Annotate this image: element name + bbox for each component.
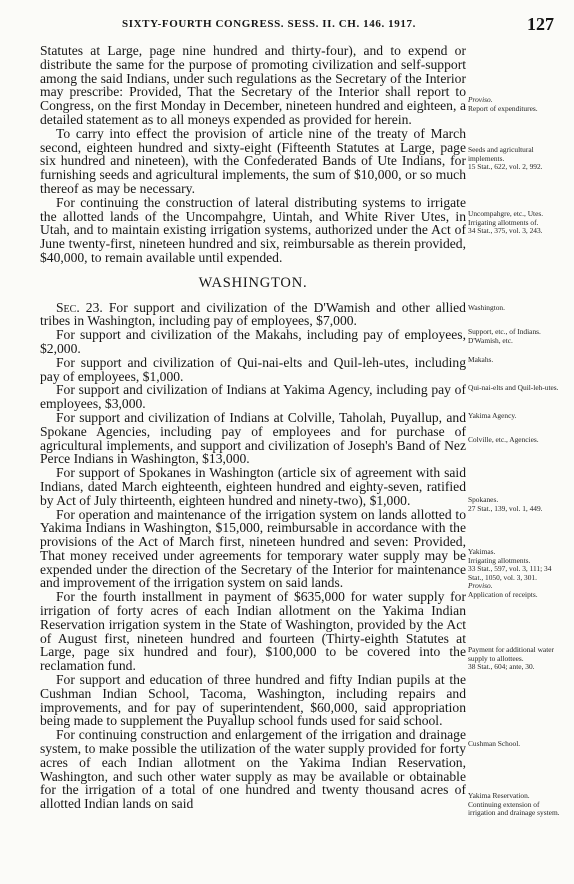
margin-note-group bbox=[468, 304, 568, 313]
margin-note-group bbox=[468, 328, 568, 345]
margin-note-group bbox=[468, 384, 568, 393]
margin-note: D'Wamish, etc. bbox=[468, 335, 513, 345]
margin-note-group bbox=[468, 356, 568, 365]
margin-note-group bbox=[468, 96, 568, 113]
paragraph bbox=[40, 301, 466, 329]
margin-note: Yakima Reservation. bbox=[468, 791, 530, 800]
margin-note: Irrigating allotments. bbox=[468, 555, 531, 565]
section-number: Sec. 23. bbox=[56, 299, 103, 315]
margin-note: Washington. bbox=[468, 303, 505, 312]
body-text bbox=[40, 44, 466, 811]
paragraph: For support of Spokanes in Washington (article six of agreement with said Indians, dated March eighteenth, eighteen hundred and eighty-seven, ratified by Act of July thirteenth, eighteen hundred and ninety-two), $1,000. bbox=[40, 465, 466, 508]
paragraph: For continuing construction and enlargement of the irrigation and drainage system, to make possible the utilization of the water supply provided for forty acres of each Indian allotment on the Yakima Indian Reservation, Washington, and such other water supply as may be available or obtainable for the irrigation of a total of one hundred and twenty thousand acres of allotted Indian lands on said bbox=[40, 727, 466, 812]
margin-note: Support, etc., of Indians. bbox=[468, 327, 541, 336]
section-text: For support and civilization of the D'Wamish and other allied tribes in Washington, including pay of employees, $7,000. bbox=[40, 299, 466, 329]
paragraph: For continuing the construction of lateral distributing systems to irrigate the allotted lands of the Uncompahgre, Uintah, and White River Utes, in Utah, and to maintain existing irrigation systems, authorized under the Act of June twenty-first, nineteen hundred and six, reimbursable as therein provided, $40,000, to remain available until expended. bbox=[40, 194, 466, 265]
margin-note: Seeds and agricultural implements. bbox=[468, 145, 534, 163]
margin-note: Report of expenditures. bbox=[468, 103, 538, 113]
margin-note: 33 Stat., 597, vol. 3, 111; 34 Stat., 1050, vol. 3, 301. bbox=[468, 564, 552, 582]
margin-note: Yakimas. bbox=[468, 547, 496, 556]
margin-note-group bbox=[468, 646, 568, 672]
margin-note: Colville, etc., Agencies. bbox=[468, 435, 539, 444]
paragraph: For operation and maintenance of the irrigation system on lands allotted to Yakima Indians in Washington, $15,000, reimbursable in accordance with the provisions of the Act of March first, nineteen hundred and seven: Provided, That money received under agreements for temporary water supply may be expended under the direction of the Secretary of the Interior for maintenance and improvement of the irrigation system on said lands. bbox=[40, 506, 466, 591]
margin-note-group bbox=[468, 496, 568, 513]
paragraph: To carry into effect the provision of article nine of the treaty of March second, eighteen hundred and sixty-eight (Fifteenth Statutes at Large, page six hundred and nineteen), with the Confederated Bands of Ute Indians, for furnishing seeds and agricultural implements, the sum of $10,000, or so much thereof as may be necessary. bbox=[40, 125, 466, 196]
paragraph: Statutes at Large, page nine hundred and thirty-four), and to expend or distribute the same for the purpose of promoting civilization and self-support among the said Indians, under such regulations as the Secretary of the Interior may prescribe: Provided, That the Secretary of the Interior shall report to Congress, on the first Monday in December, nineteen hundred and eighteen, a detailed statement as to all moneys expended as provided for herein. bbox=[40, 43, 466, 127]
margin-note-group bbox=[468, 210, 568, 236]
margin-note: Irrigating allotments of. bbox=[468, 217, 539, 227]
margin-note: Yakima Agency. bbox=[468, 411, 517, 420]
margin-note: 15 Stat., 622, vol. 2, 992. bbox=[468, 162, 543, 172]
paragraph: For support and education of three hundred and fifty Indian pupils at the Cushman Indian School, Tacoma, Washington, including repairs and improvements, and for pay of superintendent, $60,000, said appropriation being made to supplement the Puyallup school funds used for said school. bbox=[40, 672, 466, 729]
margin-note-group bbox=[468, 146, 568, 172]
margin-note: Qui-nai-elts and Quil-leh-utes. bbox=[468, 383, 559, 392]
margin-note: 38 Stat., 604; ante, 30. bbox=[468, 662, 535, 672]
margin-note-group bbox=[468, 740, 568, 749]
margin-note-group bbox=[468, 436, 568, 445]
margin-note: 27 Stat., 139, vol. 1, 449. bbox=[468, 503, 543, 513]
margin-note: Continuing extension of irrigation and drainage system. bbox=[468, 799, 560, 818]
page-number: 127 bbox=[527, 14, 554, 34]
page-header bbox=[0, 14, 574, 36]
margin-note: Proviso. bbox=[468, 581, 493, 591]
paragraph: For support and civilization of the Makahs, including pay of employees, $2,000. bbox=[40, 327, 466, 356]
margin-note-group bbox=[468, 412, 568, 421]
margin-note: Proviso. bbox=[468, 95, 493, 104]
paragraph: For support and civilization of Indians at Yakima Agency, including pay of employees, $3,000. bbox=[40, 382, 466, 412]
paragraph: For support and civilization of Indians at Colville, Taholah, Puyallup, and Spokane Agencies, including pay of employees and for purchase of agricultural implements, and support and civilization of Joseph's Band of Nez Perce Indians in Washington, $13,000. bbox=[40, 409, 466, 467]
margin-note: Spokanes. bbox=[468, 495, 499, 504]
margin-note-group bbox=[468, 792, 568, 818]
margin-note-group bbox=[468, 548, 568, 600]
paragraph: For the fourth installment in payment of $635,000 for water supply for irrigation of forty acres of each Indian allotment on the Yakima Indian Reservation irrigation system in the State of Washington, provided by the Act of August first, nineteen hundred and fourteen (Thirty-eighth Statutes at Large, page six hundred and four), $100,000 to be covered into the reclamation fund. bbox=[40, 589, 466, 674]
paragraph: For support and civilization of Qui-nai-elts and Quil-leh-utes, including pay of employees, $1,000. bbox=[40, 354, 466, 384]
margin-note: Makahs. bbox=[468, 355, 494, 364]
section-heading: WASHINGTON. bbox=[198, 274, 308, 291]
margin-note: Uncompahgre, etc., Utes. bbox=[468, 209, 544, 218]
margin-note: Application of receipts. bbox=[468, 589, 538, 599]
running-title: SIXTY-FOURTH CONGRESS. SESS. II. CH. 146. 1917. bbox=[122, 18, 416, 30]
margin-note: Cushman School. bbox=[468, 739, 521, 748]
margin-note: 34 Stat., 375, vol. 3, 243. bbox=[468, 226, 543, 236]
margin-note: Payment for additional water supply to allottees. bbox=[468, 645, 554, 663]
